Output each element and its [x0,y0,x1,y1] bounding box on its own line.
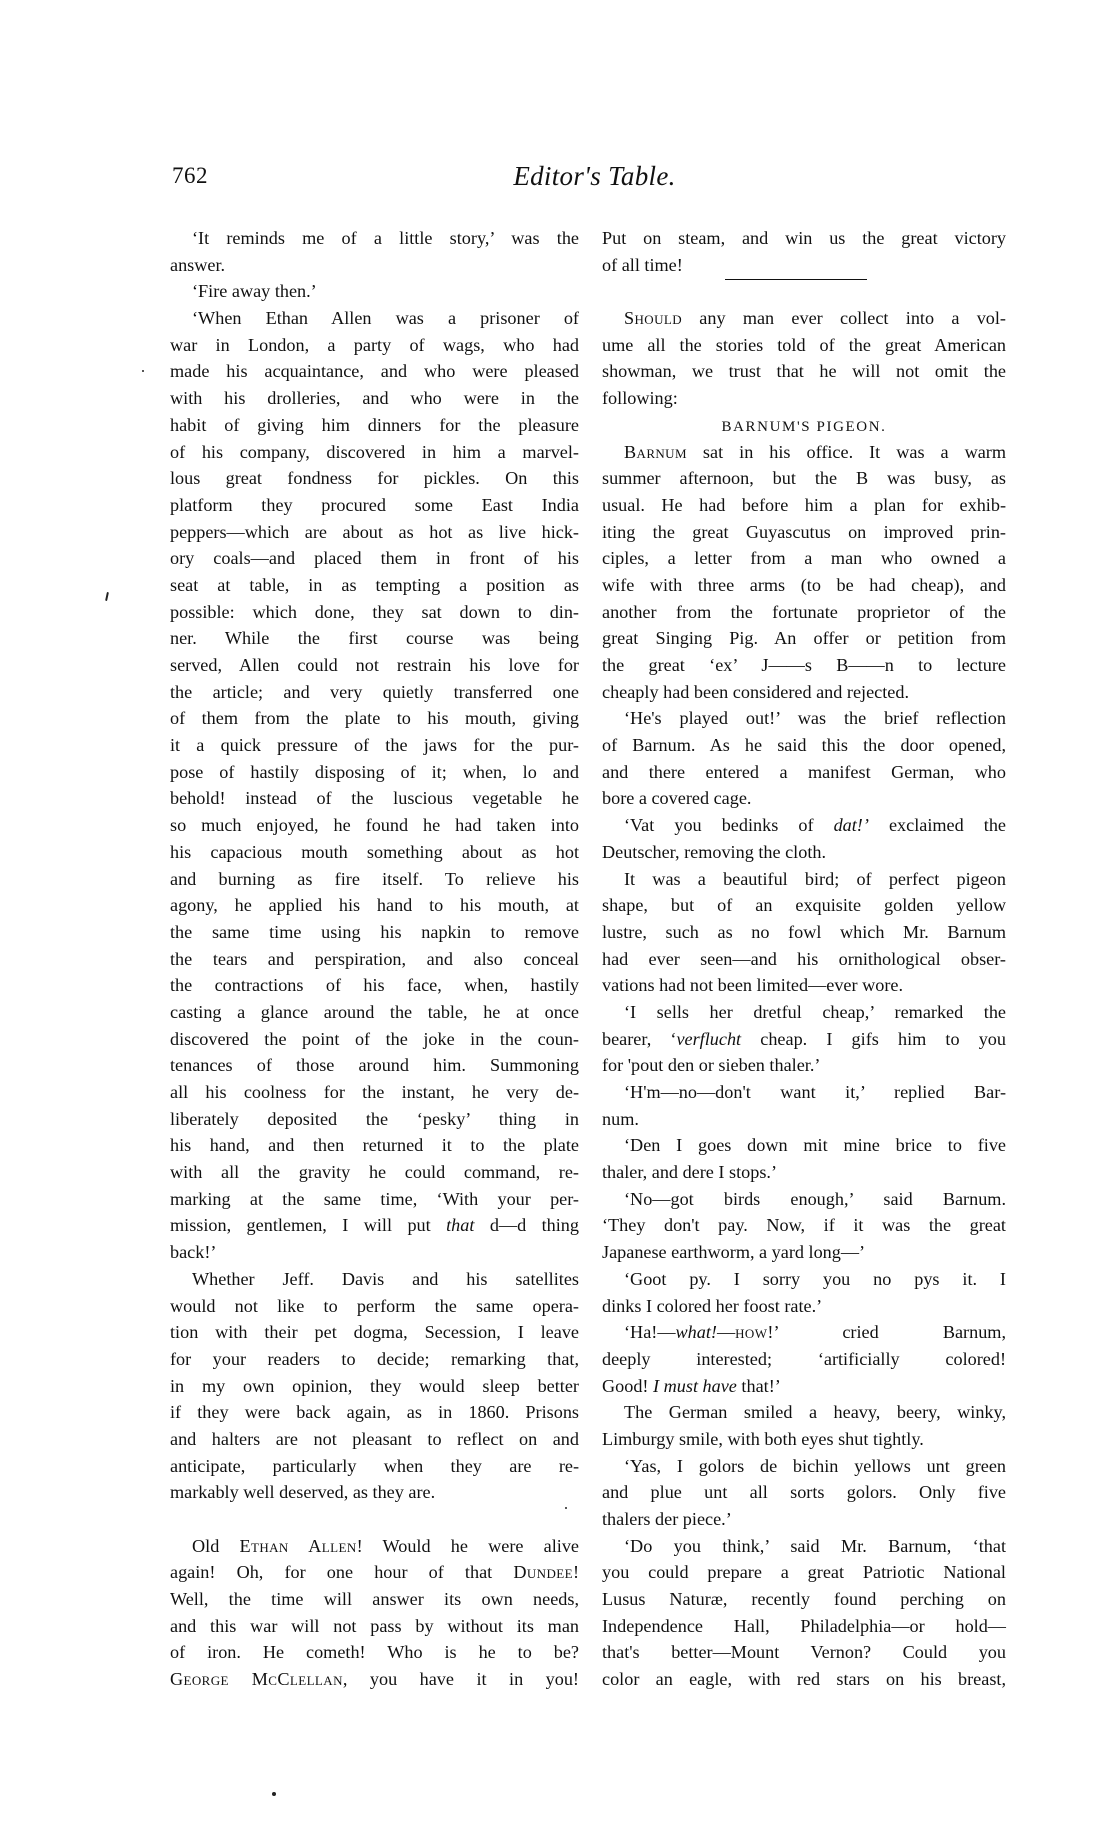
text-run: of all time! [602,254,683,275]
text-run: and plue unt all sorts golors. Only five [602,1482,1006,1503]
text-line [170,599,579,626]
text-run: ‘It reminds me of a little story,’ was the [192,228,579,248]
text-run: that!’ [736,1375,781,1396]
text-run: Independence Hall, Philadelphia—or hold— [602,1615,1006,1636]
text-line [170,572,579,599]
text-line [602,785,1006,812]
text-run: ‘H'm—no—don't want it,’ replied Bar- [624,1082,1006,1102]
text-run: that's better—Mount Vernon? Could you [602,1642,1006,1663]
text-line [170,759,579,786]
text-run: would not like to perform the same opera- [170,1295,579,1316]
text-run: ‘No—got birds enough,’ said Barnum. [624,1188,1006,1209]
text-run: behold! instead of the luscious vegetable he [170,788,579,809]
text-line [602,1453,1006,1480]
section-heading: BARNUM'S PIGEON. [721,418,887,435]
text-run: made his acquaintance, and who were pleased [170,361,579,382]
text-line [170,1079,579,1106]
text-run: deeply interested; ‘artificially colored! [602,1348,1006,1369]
text-run: seat at table, in as tempting a position as [170,574,579,595]
text-line [602,1186,1006,1213]
text-run: Japanese earthworm, a yard long—’ [602,1242,866,1263]
text-line [602,1026,1006,1053]
text-line [170,305,579,332]
text-run: bearer, ‘ [602,1028,677,1049]
text-line [602,705,1006,732]
text-line [602,252,1006,279]
text-line [170,252,579,279]
text-line [170,866,579,893]
text-run: in my own opinion, they would sleep better [170,1375,579,1396]
text-line [170,332,579,359]
text-line [602,1106,1006,1133]
text-run: ‘Vat you bedinks of [624,815,834,836]
text-run: cheap. I gifs him to you [741,1028,1006,1049]
text-line [170,946,579,973]
text-line [602,625,1006,652]
text-line [170,679,579,706]
text-run: the great ‘ex’ J——s B——n to lecture [602,655,1006,675]
text-run: ‘When Ethan Allen was a prisoner of [192,308,579,329]
text-run: ‘Den I goes down mit mine brice to five [624,1135,1006,1156]
text-line [170,1239,579,1266]
text-line [170,1426,579,1453]
text-line [170,1533,579,1560]
text-line [170,385,579,412]
italic-text: what! [675,1322,717,1343]
text-run: Deutscher, removing the cloth. [602,841,827,862]
text-line [170,839,579,866]
text-run: his hand, and then returned it to the plate [170,1135,579,1156]
text-run: and halters are not pleasant to reflect on and [170,1428,579,1449]
text-run: you could prepare a great Patriotic National [602,1562,1006,1583]
text-run: The German smiled a heavy, beery, winky, [624,1402,1006,1423]
text-line [170,465,579,492]
text-run: d—d thing [474,1215,579,1236]
text-run: and burning as fire itself. To relieve his [170,868,579,889]
text-line [170,1559,579,1586]
text-run: iting the great Guyascutus on improved prin- [602,521,1006,542]
text-line [602,1132,1006,1159]
text-run: mission, gentlemen, I will put [170,1215,447,1236]
text-run: casting a glance around the table, he at once [170,1001,579,1022]
text-run: with all the gravity he could command, re- [170,1162,579,1183]
small-caps-text: George McClellan [170,1669,343,1690]
text-run: summer afternoon, but the B was busy, as [602,468,1006,489]
paragraph-gap [602,278,1006,305]
text-line [170,519,579,546]
text-run: ‘Do you think,’ said Mr. Barnum, ‘that [624,1535,1006,1556]
text-line [170,1212,579,1239]
text-run: marking at the same time, ‘With your per- [170,1188,579,1209]
text-line [602,1666,1006,1693]
text-line [602,1426,1006,1453]
text-line [602,439,1006,466]
text-run: , you have it in you! [342,1669,579,1690]
italic-text: dat!’ [833,815,869,836]
small-caps-text: Barnum [624,441,687,462]
text-line [170,705,579,732]
text-run: so much enjoyed, he found he had taken into [170,815,579,836]
text-run: anticipate, particularly when they are re- [170,1455,579,1476]
text-run: ‘Fire away then.’ [192,281,317,302]
text-line [170,972,579,999]
text-run: of them from the plate to his mouth, giving [170,708,579,729]
text-line [170,1266,579,1293]
text-run: for your readers to decide; remarking that, [170,1348,579,1369]
text-line [170,358,579,385]
text-line [602,679,1006,706]
text-line [602,759,1006,786]
text-line [170,919,579,946]
text-run: ‘I sells her dretful cheap,’ remarked the [624,1001,1006,1022]
running-title: Editor's Table. [513,161,676,191]
text-line [602,1319,1006,1346]
text-line [170,892,579,919]
text-run: Good! [602,1375,654,1396]
text-run: habit of giving him dinners for the pleasure [170,414,579,435]
text-line [602,519,1006,546]
text-line [170,439,579,466]
text-run: ume all the stories told of the great American [602,334,1006,355]
text-line [170,278,579,305]
text-run: ! Would he were alive [356,1535,579,1556]
text-run: !’ cried Barnum, [767,1322,1006,1343]
text-run: the tears and perspiration, and also conceal [170,948,579,969]
text-line [602,1639,1006,1666]
text-line [170,1132,579,1159]
text-run: discovered the point of the joke in the coun- [170,1028,579,1049]
text-run: answer. [170,254,226,275]
text-line [602,1373,1006,1400]
text-run: ‘He's played out!’ was the brief reflection [624,708,1006,729]
text-line [602,412,1006,439]
text-run: — [716,1322,736,1343]
text-line [602,1266,1006,1293]
text-line [602,305,1006,332]
italic-text: I must have [653,1375,737,1396]
text-run: peppers—which are about as hot as live hick- [170,521,579,542]
text-run: it a quick pressure of the jaws for the pur- [170,735,579,756]
text-line [602,572,1006,599]
text-line [602,545,1006,572]
text-line [602,1613,1006,1640]
scan-speck-dot [142,370,144,372]
text-run: again! Oh, for one hour of that [170,1562,514,1583]
text-run: of iron. He cometh! Who is he to be? [170,1642,579,1663]
text-line [170,1186,579,1213]
text-line [170,785,579,812]
text-run: sat in his office. It was a warm [686,441,1006,462]
text-line [602,358,1006,385]
text-run: liberately deposited the ‘pesky’ thing in [170,1108,579,1129]
text-run: Well, the time will answer its own needs, [170,1589,579,1610]
text-run: Put on steam, and win us the great victory [602,228,1006,248]
text-line [170,625,579,652]
text-line [170,1293,579,1320]
text-run: agony, he applied his hand to his mouth, at [170,895,579,916]
text-run: dinks I colored her foost rate.’ [602,1295,823,1316]
text-run: platform they procured some East India [170,494,579,515]
text-line [170,999,579,1026]
right-column [602,225,1006,1693]
text-run: num. [602,1108,639,1129]
text-line [170,1026,579,1053]
text-line [602,1079,1006,1106]
text-line [602,946,1006,973]
running-head [170,163,1005,197]
text-line [602,972,1006,999]
text-line [602,492,1006,519]
text-line [602,1293,1006,1320]
text-run: if they were back again, as in 1860. Prisons [170,1402,579,1423]
text-line [170,1373,579,1400]
text-run: of his company, discovered in him a marvel- [170,441,579,462]
text-line [170,1453,579,1480]
text-run: had ever seen—and his ornithological obser- [602,948,1006,969]
text-line [170,412,579,439]
text-line [602,812,1006,839]
text-run: shape, but of an exquisite golden yellow [602,895,1006,916]
text-run: and there entered a manifest German, who [602,761,1006,782]
text-line [602,866,1006,893]
text-run: ner. While the first course was being [170,628,579,649]
text-run: It was a beautiful bird; of perfect pigeon [624,868,1006,889]
text-run: thaler, and dere I stops.’ [602,1162,778,1183]
text-run: for 'pout den or sieben thaler.’ [602,1055,821,1076]
text-run: ‘Yas, I golors de bichin yellows unt green [624,1455,1006,1476]
text-run: Old [192,1535,240,1556]
text-line [170,545,579,572]
text-run: the same time using his napkin to remove [170,921,579,942]
text-line [170,652,579,679]
text-run: following: [602,388,678,409]
text-run: possible: which done, they sat down to din- [170,601,579,622]
text-run: ‘They don't pay. Now, if it was the great [602,1215,1006,1236]
text-line [602,1506,1006,1533]
text-line [170,1479,579,1506]
text-run: another from the fortunate proprietor of the [602,601,1006,622]
text-line [170,1586,579,1613]
text-run: thalers der piece.’ [602,1509,732,1529]
text-run: tion with their pet dogma, Secession, I leave [170,1322,579,1343]
text-run: showman, we trust that he will not omit the [602,361,1006,382]
text-line [602,465,1006,492]
text-run: vations had not been limited—ever wore. [602,975,904,996]
text-run: his capacious mouth something about as hot [170,841,579,862]
small-caps-text: Ethan Allen [239,1535,357,1556]
text-run: Whether Jeff. Davis and his satellites [192,1268,579,1289]
small-caps-text: Dundee [513,1562,573,1583]
text-run: lous great fondness for pickles. On this [170,468,579,489]
text-run: ‘Ha!— [624,1322,676,1343]
text-line [602,1559,1006,1586]
text-run: ciples, a letter from a man who owned a [602,548,1006,569]
text-line [602,1346,1006,1373]
italic-text: that [446,1215,475,1236]
text-line [170,1639,579,1666]
text-run: with his drolleries, and who were in the [170,388,579,409]
text-line [170,1346,579,1373]
text-run: color an eagle, with red stars on his breast, [602,1669,1006,1690]
text-line [602,599,1006,626]
scan-speck-dot [565,1507,567,1509]
text-line [602,332,1006,359]
text-line [170,1319,579,1346]
text-line [602,652,1006,679]
text-run: any man ever collect into a vol- [682,308,1006,329]
text-run: war in London, a party of wags, who had [170,334,579,355]
text-run: lustre, such as no fowl which Mr. Barnum [602,921,1006,942]
text-run: ‘Goot py. I sorry you no pys it. I [624,1268,1006,1289]
text-run: wife with three arms (to be had cheap), and [602,574,1006,595]
text-run: usual. He had before him a plan for exhib- [602,494,1006,515]
text-run: Limburgy smile, with both eyes shut tightly. [602,1428,924,1449]
text-line [602,919,1006,946]
text-run: tenances of those around him. Summoning [170,1055,579,1076]
scan-speck-mark [105,592,109,601]
text-line [170,1399,579,1426]
text-run: great Singing Pig. An offer or petition from [602,628,1006,649]
text-line [602,385,1006,412]
text-line [170,1159,579,1186]
left-column [170,225,579,1693]
text-line [170,492,579,519]
text-line [602,1533,1006,1560]
text-line [602,1212,1006,1239]
paragraph-gap [170,1506,579,1533]
text-run: pose of hastily disposing of it; when, lo and [170,761,579,782]
page-number: 762 [172,163,208,188]
text-line [602,225,1006,252]
text-run: exclaimed the [868,815,1006,836]
text-line [602,1586,1006,1613]
text-line [602,1239,1006,1266]
text-run: back!’ [170,1242,217,1263]
small-caps-text: how [735,1322,768,1343]
text-run: Lusus Naturæ, recently found perching on [602,1589,1006,1610]
text-line [602,839,1006,866]
text-run: the contractions of his face, when, hastily [170,975,579,996]
text-line [602,1479,1006,1506]
text-run: cheaply had been considered and rejected. [602,681,910,702]
text-line [602,999,1006,1026]
text-run: all his coolness for the instant, he very de- [170,1082,579,1102]
text-run: bore a covered cage. [602,788,752,809]
text-line [170,1666,579,1693]
text-line [170,225,579,252]
text-line [170,812,579,839]
text-line [602,892,1006,919]
text-line [602,1052,1006,1079]
text-run: ory coals—and placed them in front of his [170,548,579,569]
text-line [170,1052,579,1079]
scan-speck-dot [272,1792,276,1796]
text-line [602,1159,1006,1186]
text-run: of Barnum. As he said this the door opened, [602,735,1006,756]
small-caps-text: Should [624,308,683,329]
italic-text: verflucht [676,1028,742,1049]
text-run: markably well deserved, as they are. [170,1482,436,1503]
text-line [602,1399,1006,1426]
text-line [170,1613,579,1640]
text-line [170,1106,579,1133]
text-line [170,732,579,759]
text-run: ! [572,1562,579,1583]
text-run: served, Allen could not restrain his love for [170,655,579,675]
text-run: the article; and very quietly transferred one [170,681,579,702]
text-line [602,732,1006,759]
text-run: and this war will not pass by without its man [170,1615,579,1636]
